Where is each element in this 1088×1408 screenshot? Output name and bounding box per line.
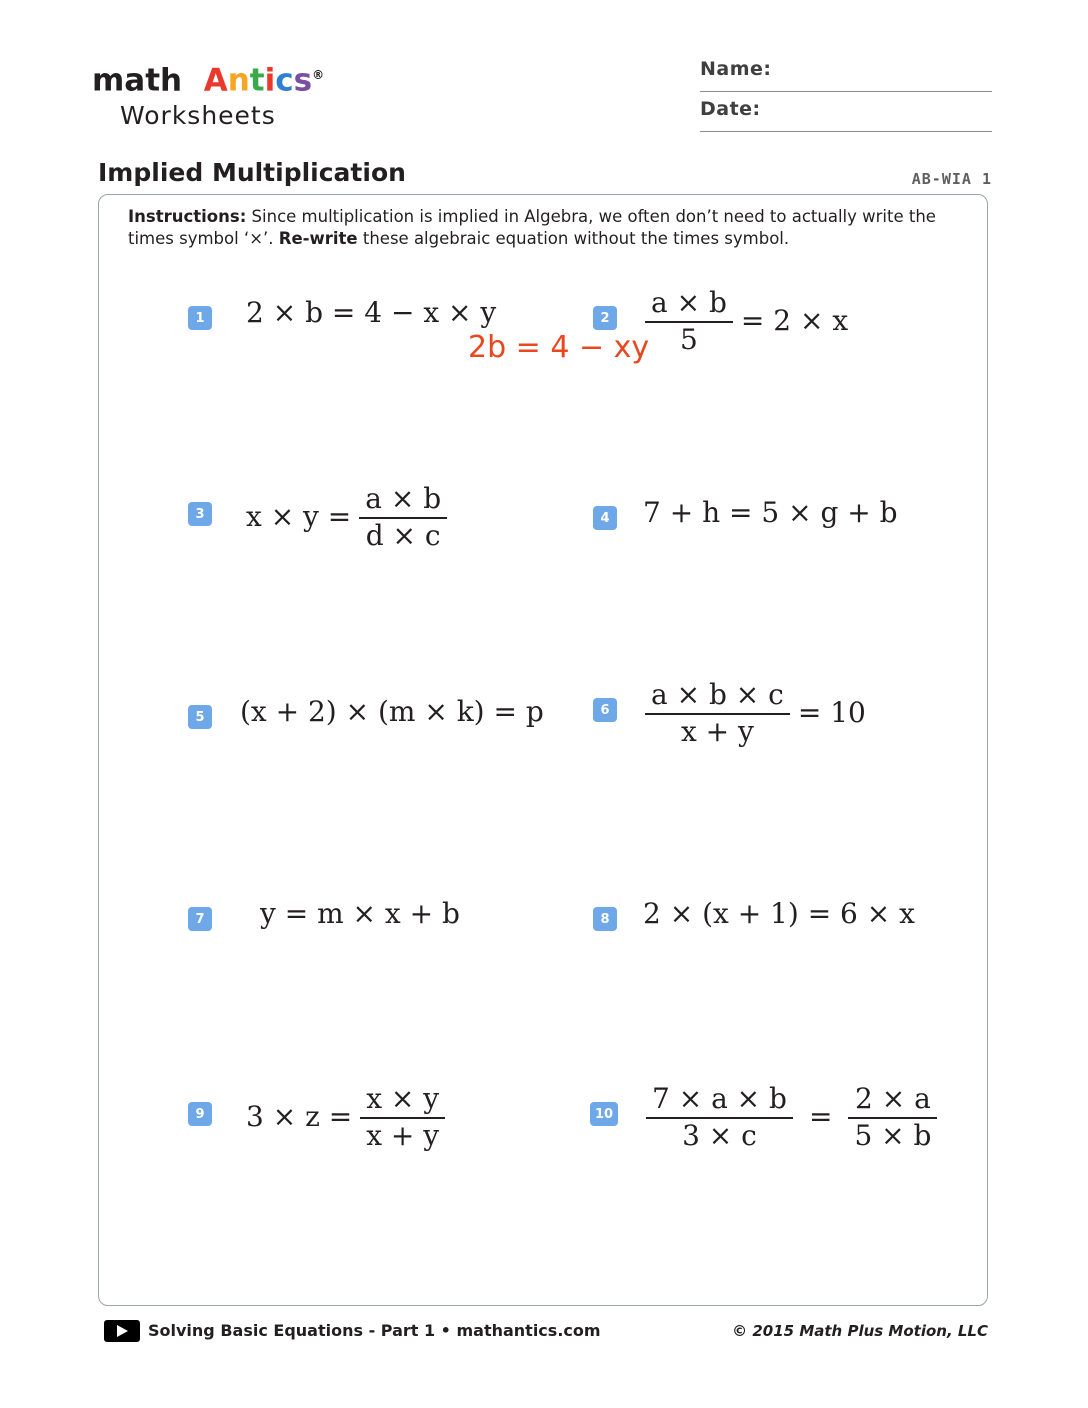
name-label: Name: [700, 58, 772, 80]
problem-number-7: 7 [188, 907, 212, 931]
fraction-numerator-6: a × b × c [651, 678, 784, 711]
problem-number-6: 6 [593, 698, 617, 722]
problem-7 [188, 885, 460, 931]
fraction-denominator-2: 5 [680, 322, 698, 356]
fraction-denominator-6: x + y [680, 714, 754, 748]
problem-expression-2-tail: = 2 × x [740, 304, 849, 338]
fraction-denominator-3: d × c [365, 518, 441, 552]
footer-lesson-link[interactable]: Solving Basic Equations - Part 1 • mathantics.com [148, 1321, 601, 1340]
problem-expression-6-tail: = 10 [797, 696, 866, 730]
date-field-row[interactable] [700, 98, 992, 138]
fraction-numerator-2: a × b [651, 286, 727, 319]
logo-wordmark: math Antics® [92, 62, 325, 99]
instructions-rewrite-emphasis: Re-write [278, 229, 358, 248]
instructions-label: Instructions: [128, 207, 247, 226]
name-input-rule[interactable] [700, 91, 992, 92]
fraction-numerator-9: x × y [366, 1082, 440, 1115]
problem-9 [188, 1080, 453, 1152]
problem-4 [593, 484, 898, 530]
problem-expression-9-head: 3 × z = [246, 1100, 353, 1134]
problem-expression-9 [246, 1084, 453, 1152]
fraction-denominator-9: x + y [366, 1118, 440, 1152]
logo-subtitle: Worksheets [120, 101, 276, 131]
problem-expression-5: (x + 2) × (m × k) = p [240, 695, 544, 728]
fraction-10-right [848, 1084, 937, 1152]
page-title: Implied Multiplication [98, 158, 406, 187]
problem-1 [188, 284, 496, 330]
problem-number-3: 3 [188, 502, 212, 526]
problem-5 [188, 683, 544, 729]
worksheet-code: AB-WIA 1 [911, 170, 992, 188]
problem-number-5: 5 [188, 705, 212, 729]
name-field-row[interactable] [700, 58, 992, 98]
problem-number-1: 1 [188, 306, 212, 330]
problem-expression-1: 2 × b = 4 − x × y [246, 296, 497, 329]
fraction-6 [645, 680, 790, 748]
date-input-rule[interactable] [700, 131, 992, 132]
fraction-numerator-10-right: 2 × a [855, 1082, 931, 1115]
problems-grid [98, 268, 988, 1298]
fraction-10-left [646, 1084, 793, 1152]
problem-number-4: 4 [593, 506, 617, 530]
logo-word-math: math [92, 62, 183, 99]
name-date-block [700, 58, 992, 138]
play-video-icon[interactable] [104, 1320, 140, 1342]
problem-8 [593, 885, 915, 931]
problem-2 [593, 284, 848, 356]
problem-expression-8: 2 × (x + 1) = 6 × x [643, 897, 915, 930]
fraction-2 [645, 288, 733, 356]
problem-expression-3-head: x × y = [246, 500, 352, 534]
date-label: Date: [700, 98, 761, 120]
problem-3 [188, 480, 455, 552]
problem-expression-10-equals: = [808, 1100, 833, 1134]
fraction-denominator-10-left: 3 × c [682, 1118, 757, 1152]
problem-number-8: 8 [593, 907, 617, 931]
instructions-text-2: these algebraic equation without the times symbol. [357, 229, 790, 248]
problem-expression-10 [638, 1084, 945, 1152]
problem-6 [593, 676, 866, 748]
instructions-text-1: Since multiplication is implied in Algebra, we often don’t need to actually write the times symbol ‘×’. [128, 207, 936, 248]
footer-copyright: © 2015 Math Plus Motion, LLC [732, 1322, 988, 1340]
fraction-3 [359, 484, 447, 552]
problem-number-2: 2 [593, 306, 617, 330]
problem-expression-4: 7 + h = 5 × g + b [643, 496, 898, 529]
instructions [128, 206, 958, 250]
fraction-numerator-3: a × b [365, 482, 442, 515]
fraction-9 [360, 1084, 445, 1152]
registered-mark: ® [312, 68, 325, 82]
problem-expression-2 [637, 288, 848, 356]
problem-10 [590, 1080, 945, 1152]
problem-expression-7: y = m × x + b [260, 897, 460, 930]
math-antics-logo [92, 58, 325, 138]
problem-expression-3 [246, 484, 455, 552]
problem-number-10: 10 [590, 1102, 618, 1126]
fraction-denominator-10-right: 5 × b [854, 1118, 932, 1152]
problem-expression-6 [637, 680, 866, 748]
fraction-numerator-10-left: 7 × a × b [652, 1082, 787, 1115]
problem-number-9: 9 [188, 1102, 212, 1126]
footer [98, 1318, 988, 1348]
problem-answer-1: 2b = 4 − xy [468, 330, 650, 365]
